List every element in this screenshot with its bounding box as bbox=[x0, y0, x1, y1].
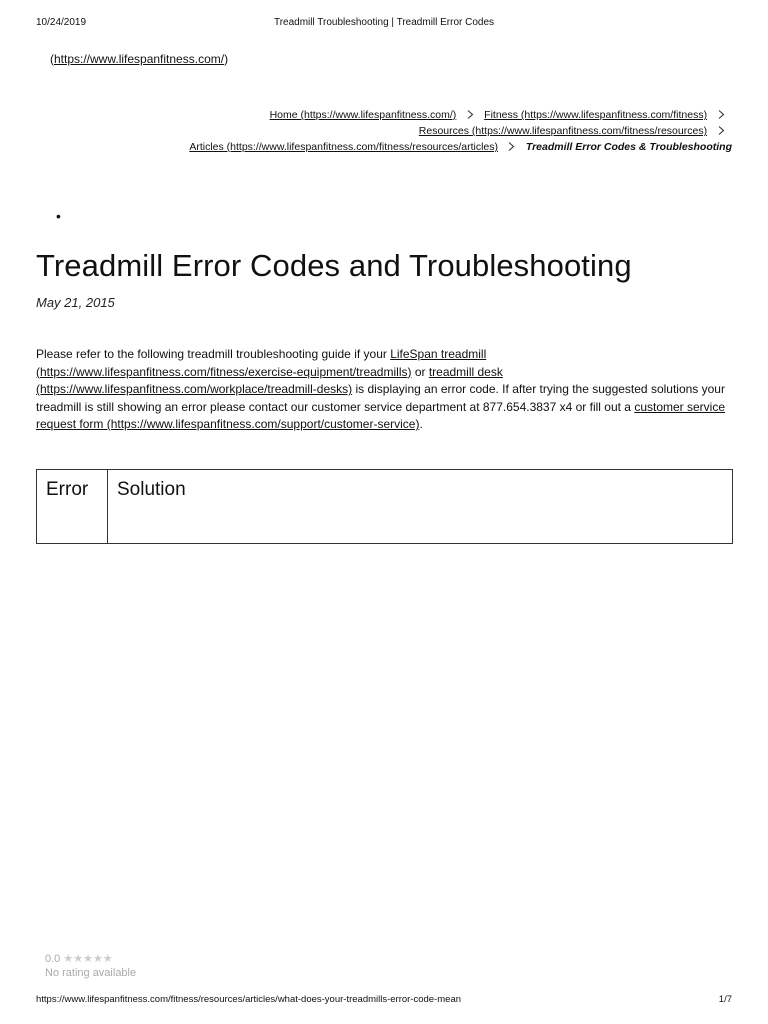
print-date: 10/24/2019 bbox=[36, 17, 87, 28]
customer-service-link[interactable]: customer service request form bbox=[36, 399, 726, 431]
chevron-right-icon bbox=[710, 123, 732, 139]
page-title: Treadmill Error Codes and Troubleshooting bbox=[36, 248, 632, 283]
breadcrumb-articles[interactable]: Articles (https://www.lifespanfitness.com/fitness/resources/articles) bbox=[189, 141, 499, 153]
star-rating-icon[interactable]: ★★★★★ bbox=[63, 953, 113, 965]
rating-widget bbox=[45, 952, 136, 980]
rating-score: 0.0 bbox=[45, 953, 61, 965]
intro-text: Please refer to the following treadmill troubleshooting guide if your bbox=[36, 347, 391, 361]
logo-link[interactable]: (https://www.lifespanfitness.com/) bbox=[50, 52, 229, 66]
breadcrumb-home[interactable]: Home (https://www.lifespanfitness.com/) bbox=[269, 109, 457, 121]
column-header-error: Error bbox=[37, 470, 108, 544]
breadcrumb-resources[interactable]: Resources (https://www.lifespanfitness.com/fitness/resources) bbox=[418, 125, 708, 137]
intro-text: or bbox=[411, 364, 429, 379]
customer-service-link-url[interactable]: (https://www.lifespanfitness.com/support/customer-service) bbox=[103, 417, 420, 431]
breadcrumb-current: Treadmill Error Codes & Troubleshooting bbox=[525, 141, 732, 153]
column-header-solution: Solution bbox=[108, 470, 733, 544]
chevron-right-icon bbox=[710, 107, 732, 123]
publish-date: May 21, 2015 bbox=[36, 295, 115, 310]
chevron-right-icon bbox=[501, 139, 523, 155]
intro-text: . bbox=[419, 417, 423, 431]
intro-text: is displaying an error code. If after trying the suggested solutions your treadmill is still showing an error please contact our customer service department at 877.654.3837 x4 or fill out a bbox=[36, 382, 725, 414]
print-footer-url: https://www.lifespanfitness.com/fitness/resources/articles/what-does-your-treadmills-error-code-mean bbox=[36, 994, 462, 1005]
list-bullet: • bbox=[56, 208, 61, 224]
table-header-row bbox=[37, 470, 733, 544]
page-number: 1/7 bbox=[718, 994, 732, 1005]
breadcrumb-fitness[interactable]: Fitness (https://www.lifespanfitness.com/fitness) bbox=[484, 109, 708, 121]
chevron-right-icon bbox=[459, 107, 481, 123]
breadcrumb bbox=[189, 107, 732, 155]
treadmill-desk-link[interactable]: treadmill desk bbox=[428, 364, 503, 379]
treadmill-link-url[interactable]: (https://www.lifespanfitness.com/fitness/exercise-equipment/treadmills) bbox=[36, 364, 412, 379]
logo-link-url[interactable]: https://www.lifespanfitness.com/ bbox=[54, 52, 225, 66]
treadmill-link[interactable]: LifeSpan treadmill bbox=[390, 347, 487, 361]
print-page-title: Treadmill Troubleshooting | Treadmill Error Codes bbox=[273, 17, 495, 28]
rating-text: No rating available bbox=[45, 967, 137, 979]
intro-paragraph bbox=[36, 346, 736, 434]
error-codes-table bbox=[36, 469, 733, 544]
treadmill-desk-link-url[interactable]: (https://www.lifespanfitness.com/workplace/treadmill-desks) bbox=[36, 382, 353, 396]
